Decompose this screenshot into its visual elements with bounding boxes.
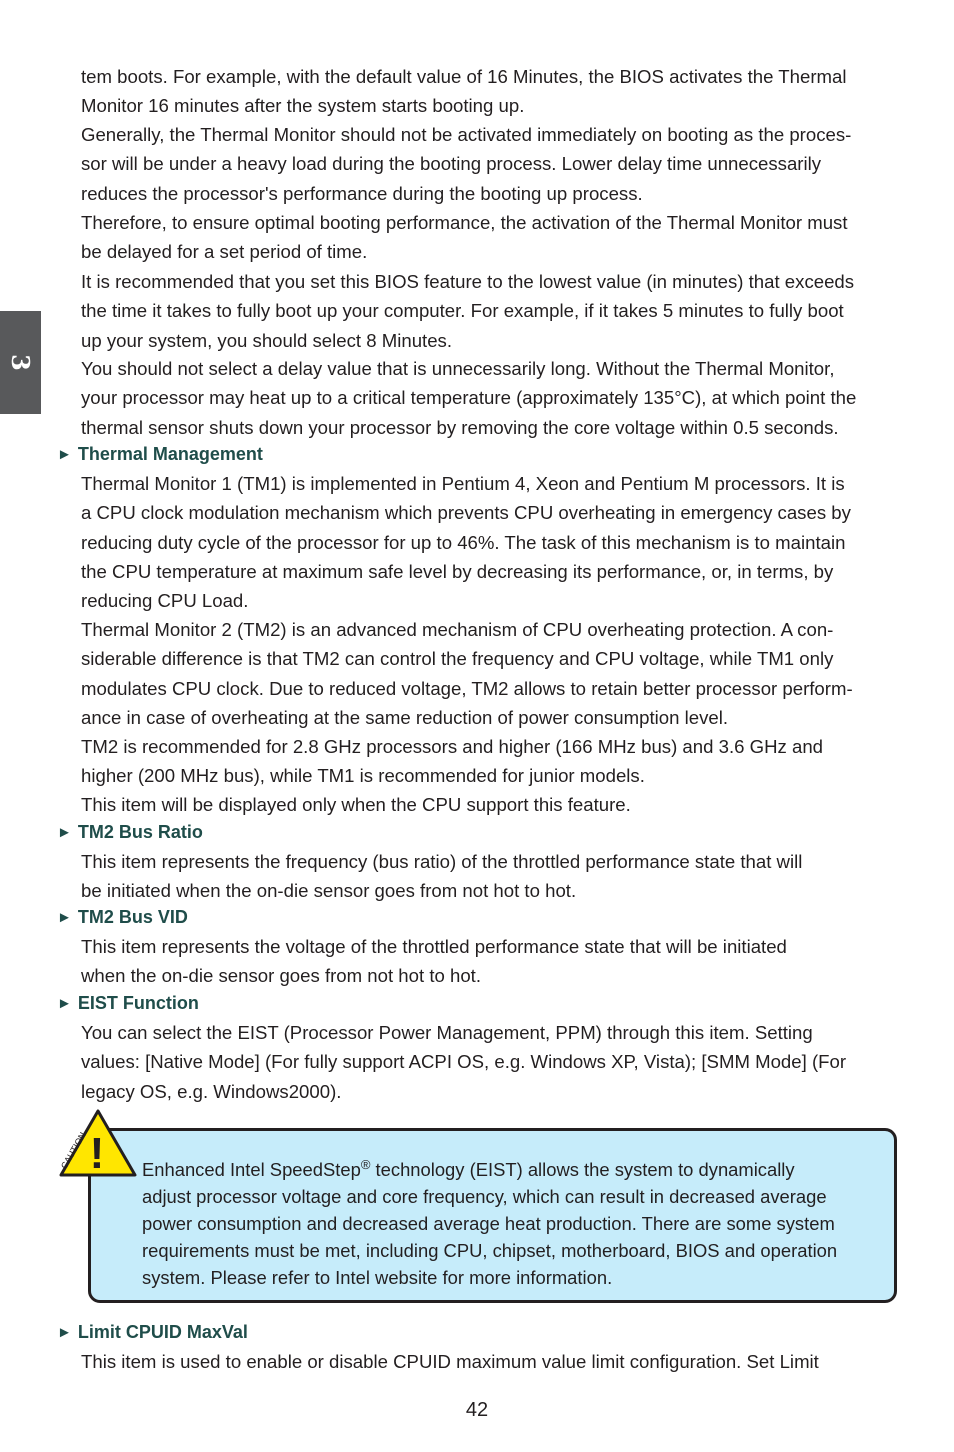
thermal-paragraph-4: This item will be displayed only when the CPU support this feature. (81, 794, 631, 815)
heading-eist-function: ► EIST Function (57, 993, 199, 1013)
chapter-number: 3 (5, 354, 35, 371)
heading-limit-cpuid-maxval: ► Limit CPUID MaxVal (57, 1322, 248, 1342)
caution-icon (52, 1108, 140, 1180)
arrow-right-icon: ► (57, 995, 72, 1012)
caution-text: Enhanced Intel SpeedStep® technology (EIST) allows the system to dynamically adjust processor voltage and core frequency, which can result in decreased average power consumption and decreased average heat production. There are some system requirements must be met, including CPU, chipset, motherboard, BIOS and operation system. Please refer to Intel website for more information. (142, 1157, 838, 1289)
intro-paragraph-2: Generally, the Thermal Monitor should not be activated immediately on booting as the proces- sor will be under a heavy load during the booting process. Lower delay time unnecessarily reduces the processor's performance during the booting up process. (81, 124, 852, 204)
heading-thermal-management: ► Thermal Management (57, 444, 263, 464)
caution-label: CAUTION (58, 1130, 88, 1171)
intro-paragraph-5: You should not select a delay value that is unnecessarily long. Without the Thermal Monitor, your processor may heat up to a critical temperature (approximately 135°C), at which point the thermal sensor shuts down your processor by removing the core voltage within 0.5 seconds. (81, 358, 857, 438)
arrow-right-icon: ► (57, 446, 72, 463)
intro-paragraph-4: It is recommended that you set this BIOS feature to the lowest value (in minutes) that exceeds the time it takes to fully boot up your computer. For example, if it takes 5 minutes to fully boot up your system, you should select 8 Minutes. (81, 271, 855, 351)
arrow-right-icon: ► (57, 1324, 72, 1341)
heading-tm2-bus-ratio: ► TM2 Bus Ratio (57, 822, 203, 842)
cpuid-paragraph: This item is used to enable or disable CPUID maximum value limit configuration. Set Limit (81, 1351, 819, 1372)
page-number: 42 (465, 1399, 489, 1421)
tm2-vid-paragraph: This item represents the voltage of the throttled performance state that will be initiated when the on-die sensor goes from not hot to hot. (81, 936, 787, 987)
intro-paragraph-3: Therefore, to ensure optimal booting performance, the activation of the Thermal Monitor must be delayed for a set period of time. (81, 212, 848, 263)
caution-mark: ! (89, 1129, 105, 1178)
tm2-ratio-paragraph: This item represents the frequency (bus ratio) of the throttled performance state that will be initiated when the on-die sensor goes from not hot to hot. (81, 851, 803, 902)
arrow-right-icon: ► (57, 824, 72, 841)
thermal-paragraph-1: Thermal Monitor 1 (TM1) is implemented in Pentium 4, Xeon and Pentium M processors. It is a CPU clock modulation mechanism which prevents CPU overheating in emergency cases by reducing duty cycle of the processor for up to 46%. The task of this mechanism is to maintain the CPU temperature at maximum safe level by decreasing its performance, or, in terms, by reducing CPU Load. (81, 473, 851, 612)
heading-tm2-bus-vid: ► TM2 Bus VID (57, 907, 188, 927)
thermal-paragraph-2: Thermal Monitor 2 (TM2) is an advanced mechanism of CPU overheating protection. A con- siderable difference is that TM2 can control the frequency and CPU voltage, while TM1 only modulates CPU clock. Due to reduced voltage, TM2 allows to retain better processor perform- ance in case of overheating at the same reduction of power consumption level. (81, 619, 853, 728)
chapter-tab (0, 311, 41, 414)
thermal-paragraph-3: TM2 is recommended for 2.8 GHz processors and higher (166 MHz bus) and 3.6 GHz and higher (200 MHz bus), while TM1 is recommended for junior models. (81, 736, 824, 787)
eist-paragraph: You can select the EIST (Processor Power Management, PPM) through this item. Setting values: [Native Mode] (For fully support ACPI OS, e.g. Windows XP, Vista); [SMM Mode] (For legacy OS, e.g. Windows2000). (81, 1022, 847, 1102)
arrow-right-icon: ► (57, 909, 72, 926)
intro-paragraph-1: tem boots. For example, with the default value of 16 Minutes, the BIOS activates the Thermal Monitor 16 minutes after the system starts booting up. (81, 66, 847, 117)
